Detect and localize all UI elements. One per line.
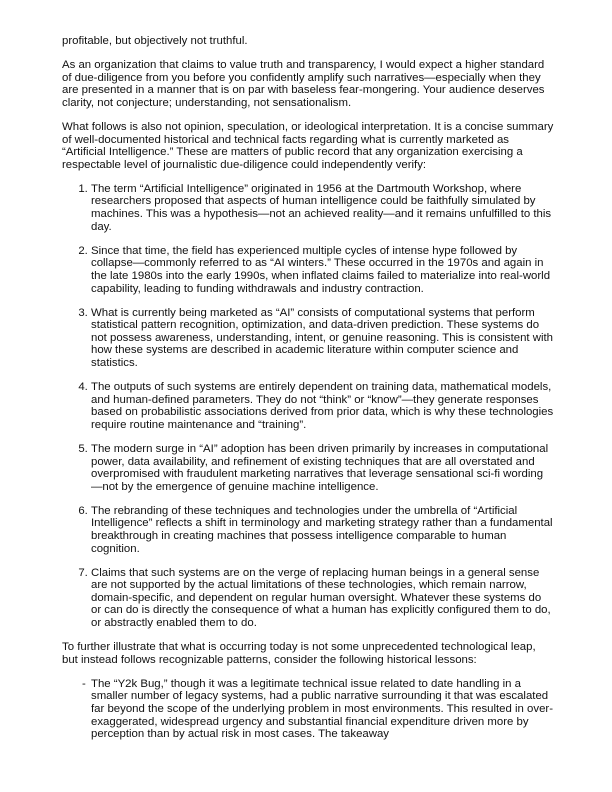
- list-item: 3. What is currently being marketed as “AI” consists of computational systems that perform statistical pattern recognition, optimization, and data-driven prediction. These systems do not possess awareness, understanding, intent, or genuine reasoning. This is consistent with how these systems are described in academic literature within computer science and statistics.: [91, 307, 554, 370]
- list-item: 6. The rebranding of these techniques and technologies under the umbrella of “Artificial Intelligence” reflects a shift in terminology and marketing strategy rather than a fundamental breakthrough in creating machines that possess intelligence comparable to human cognition.: [91, 505, 554, 555]
- lesson-text: The “Y2k Bug,” though it was a legitimate technical issue related to date handling in a smaller number of legacy systems, had a public narrative surrounding it that was escalated far beyond the scope of the underlying problem in most environments. This resulted in over-exaggerated, widespread urgency and substantial financial expenditure driven more by perception than by actual risk in most cases. The takeaway: [91, 677, 553, 741]
- paragraph-history-intro: To further illustrate that what is occurring today is not some unprecedented technological leap, but instead follows recognizable patterns, consider the following historical lessons:: [62, 641, 536, 666]
- list-item: 7. Claims that such systems are on the verge of replacing human beings in a general sense are not supported by the actual limitations of these technologies, which remain narrow, domain-specific, and dependent on regular human oversight. Whatever these systems do or can do is directly the consequence of what a human has explicitly configured them to do, or abstractly enabled them to do.: [91, 567, 554, 630]
- facts-list: [62, 183, 554, 630]
- dash-marker: -: [82, 677, 86, 690]
- paragraph-continuation: profitable, but objectively not truthful.: [62, 35, 248, 47]
- document-page: [62, 35, 554, 741]
- list-item: [82, 677, 554, 741]
- list-item: 5. The modern surge in “AI” adoption has been driven primarily by increases in computational power, data availability, and refinement of existing techniques that are all overstated and overpromised with fraudulent marketing narratives that leverage sensational sci-fi wording—not by the emergence of genuine machine intelligence.: [91, 443, 554, 493]
- list-item: 4. The outputs of such systems are entirely dependent on training data, mathematical models, and human-defined parameters. They do not “think” or “know”—they generate responses based on probabilistic associations derived from prior data, which is why these technologies require routine maintenance and “training”.: [91, 381, 554, 431]
- paragraph-due-diligence: As an organization that claims to value truth and transparency, I would expect a higher standard of due-diligence from you before you confidently amplify such narratives—especially when they are presented in a manner that is on par with baseless fear-mongering. Your audience deserves clarity, not conjecture; understanding, not sensationalism.: [62, 59, 545, 109]
- paragraph-facts-intro: What follows is also not opinion, speculation, or ideological interpretation. It is a concise summary of well-documented historical and technical facts regarding what is currently marketed as “Artificial Intelligence.” These are matters of public record that any organization exercising a respectable level of journalistic due-diligence could independently verify:: [62, 120, 554, 171]
- list-item: 1. The term “Artificial Intelligence” originated in 1956 at the Dartmouth Workshop, where researchers proposed that aspects of human intelligence could be faithfully simulated by machines. This was a hypothesis—not an achieved reality—and it remains unfulfilled to this day.: [91, 183, 554, 233]
- list-item: 2. Since that time, the field has experienced multiple cycles of intense hype followed by collapse—commonly referred to as “AI winters.” These occurred in the 1970s and again in the late 1980s into the early 1990s, when inflated claims failed to materialize into real-world capability, leading to funding withdrawals and industry contraction.: [91, 245, 554, 295]
- lessons-list: [62, 678, 554, 741]
